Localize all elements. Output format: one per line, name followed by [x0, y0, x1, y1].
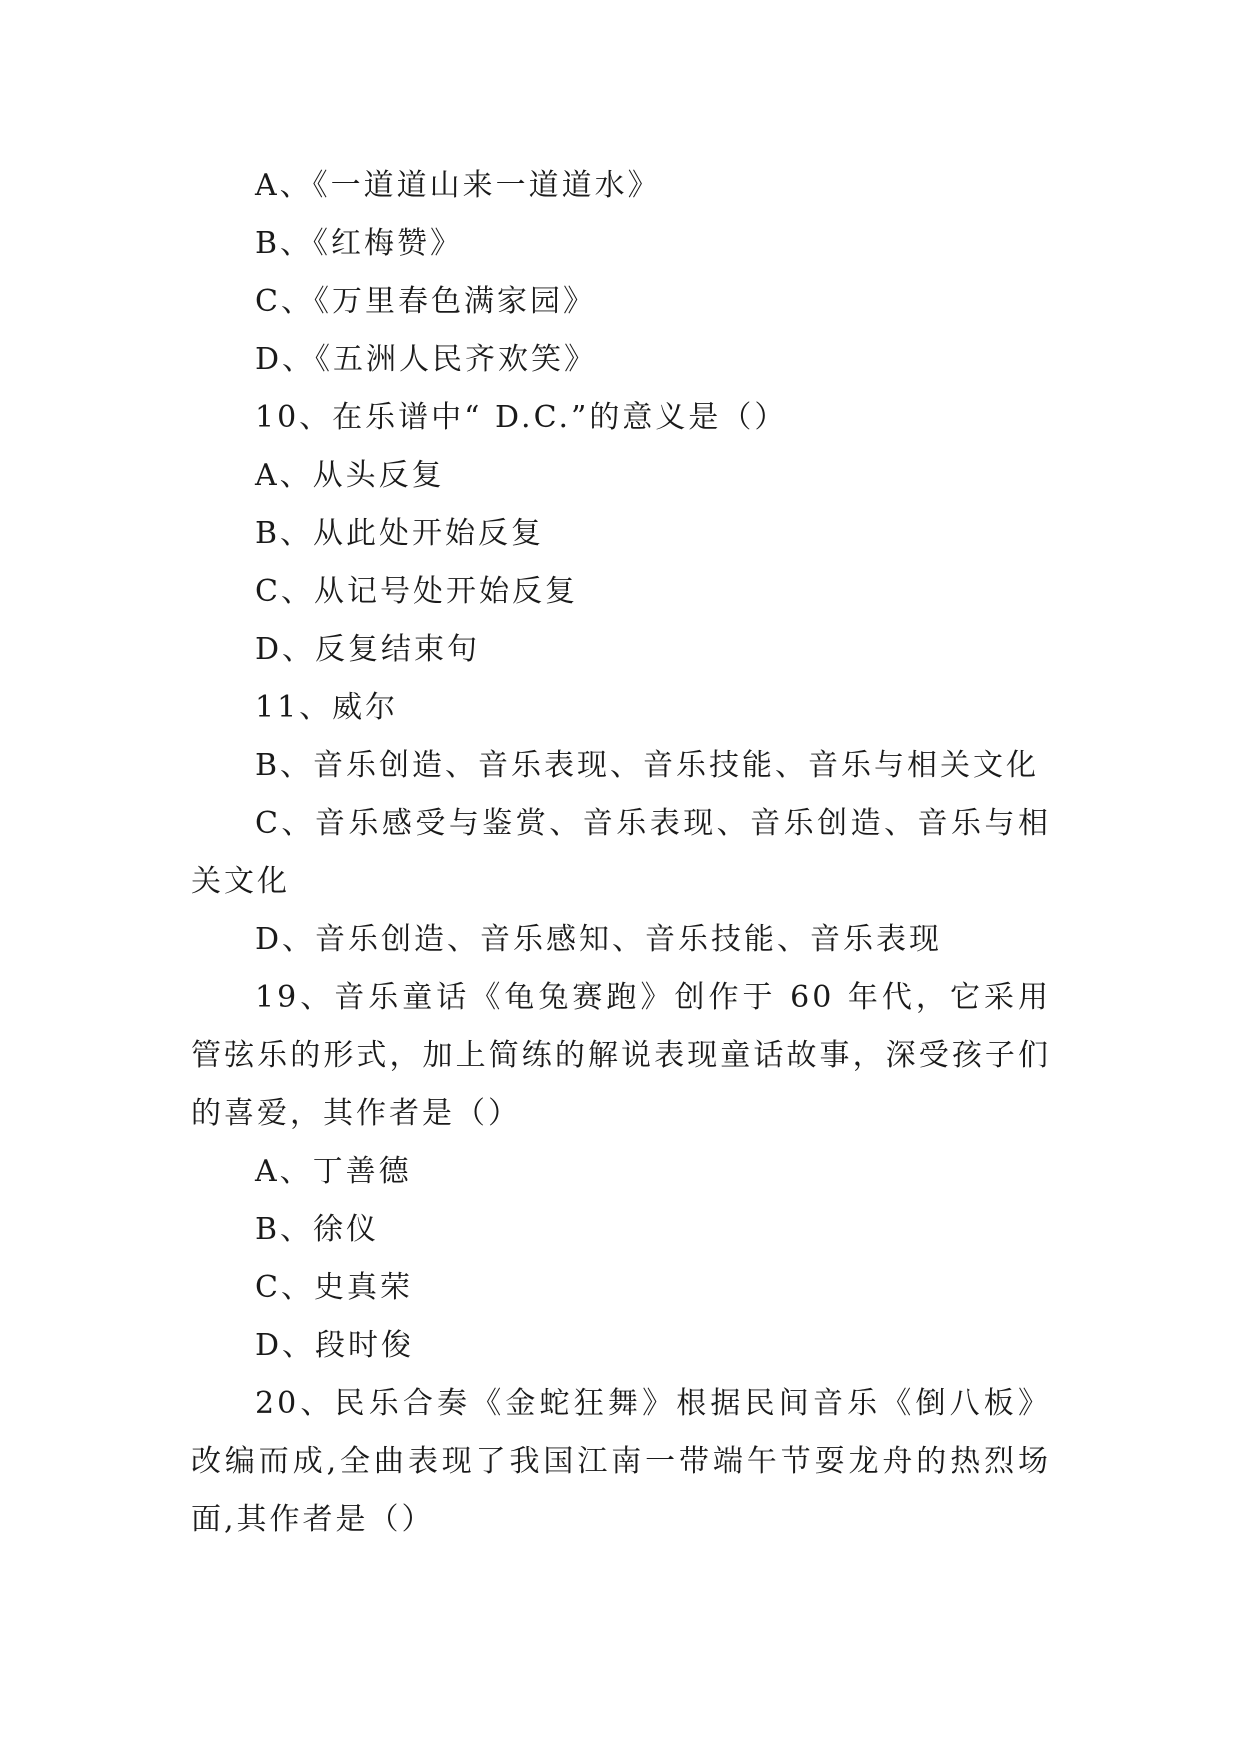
question-11: 11、威尔	[255, 690, 399, 725]
option-line: D、段时俊	[255, 1328, 415, 1363]
option-line: C、从记号处开始反复	[255, 574, 578, 609]
option-paragraph: C、音乐感受与鉴赏、音乐表现、音乐创造、音乐与相关文化	[191, 806, 1051, 899]
option-line: D、《五洲人民齐欢笑》	[255, 342, 598, 377]
option-line: B、音乐创造、音乐表现、音乐技能、音乐与相关文化	[255, 748, 1040, 783]
option-line: D、反复结束句	[255, 632, 481, 667]
document-body	[191, 157, 1051, 1549]
option-line: C、史真荣	[255, 1270, 413, 1305]
option-line: A、《一道道山来一道道水》	[255, 168, 661, 203]
question-10: 10、在乐谱中“ D.C.”的意义是（）	[255, 400, 788, 435]
option-line: A、从头反复	[255, 458, 445, 493]
option-line: B、徐仪	[255, 1212, 380, 1247]
option-line: C、《万里春色满家园》	[255, 284, 596, 319]
option-line: B、《红梅赞》	[255, 226, 464, 261]
option-line: B、从此处开始反复	[255, 516, 545, 551]
option-line: A、丁善德	[255, 1154, 412, 1189]
question-19: 19、音乐童话《龟兔赛跑》创作于 60 年代，它采用管弦乐的形式，加上简练的解说表现童话故事，深受孩子们的喜爱，其作者是（）	[191, 980, 1051, 1131]
question-20: 20、民乐合奏《金蛇狂舞》根据民间音乐《倒八板》改编而成,全曲表现了我国江南一带端午节耍龙舟的热烈场面,其作者是（）	[191, 1386, 1051, 1537]
option-line: D、音乐创造、音乐感知、音乐技能、音乐表现	[255, 922, 943, 957]
